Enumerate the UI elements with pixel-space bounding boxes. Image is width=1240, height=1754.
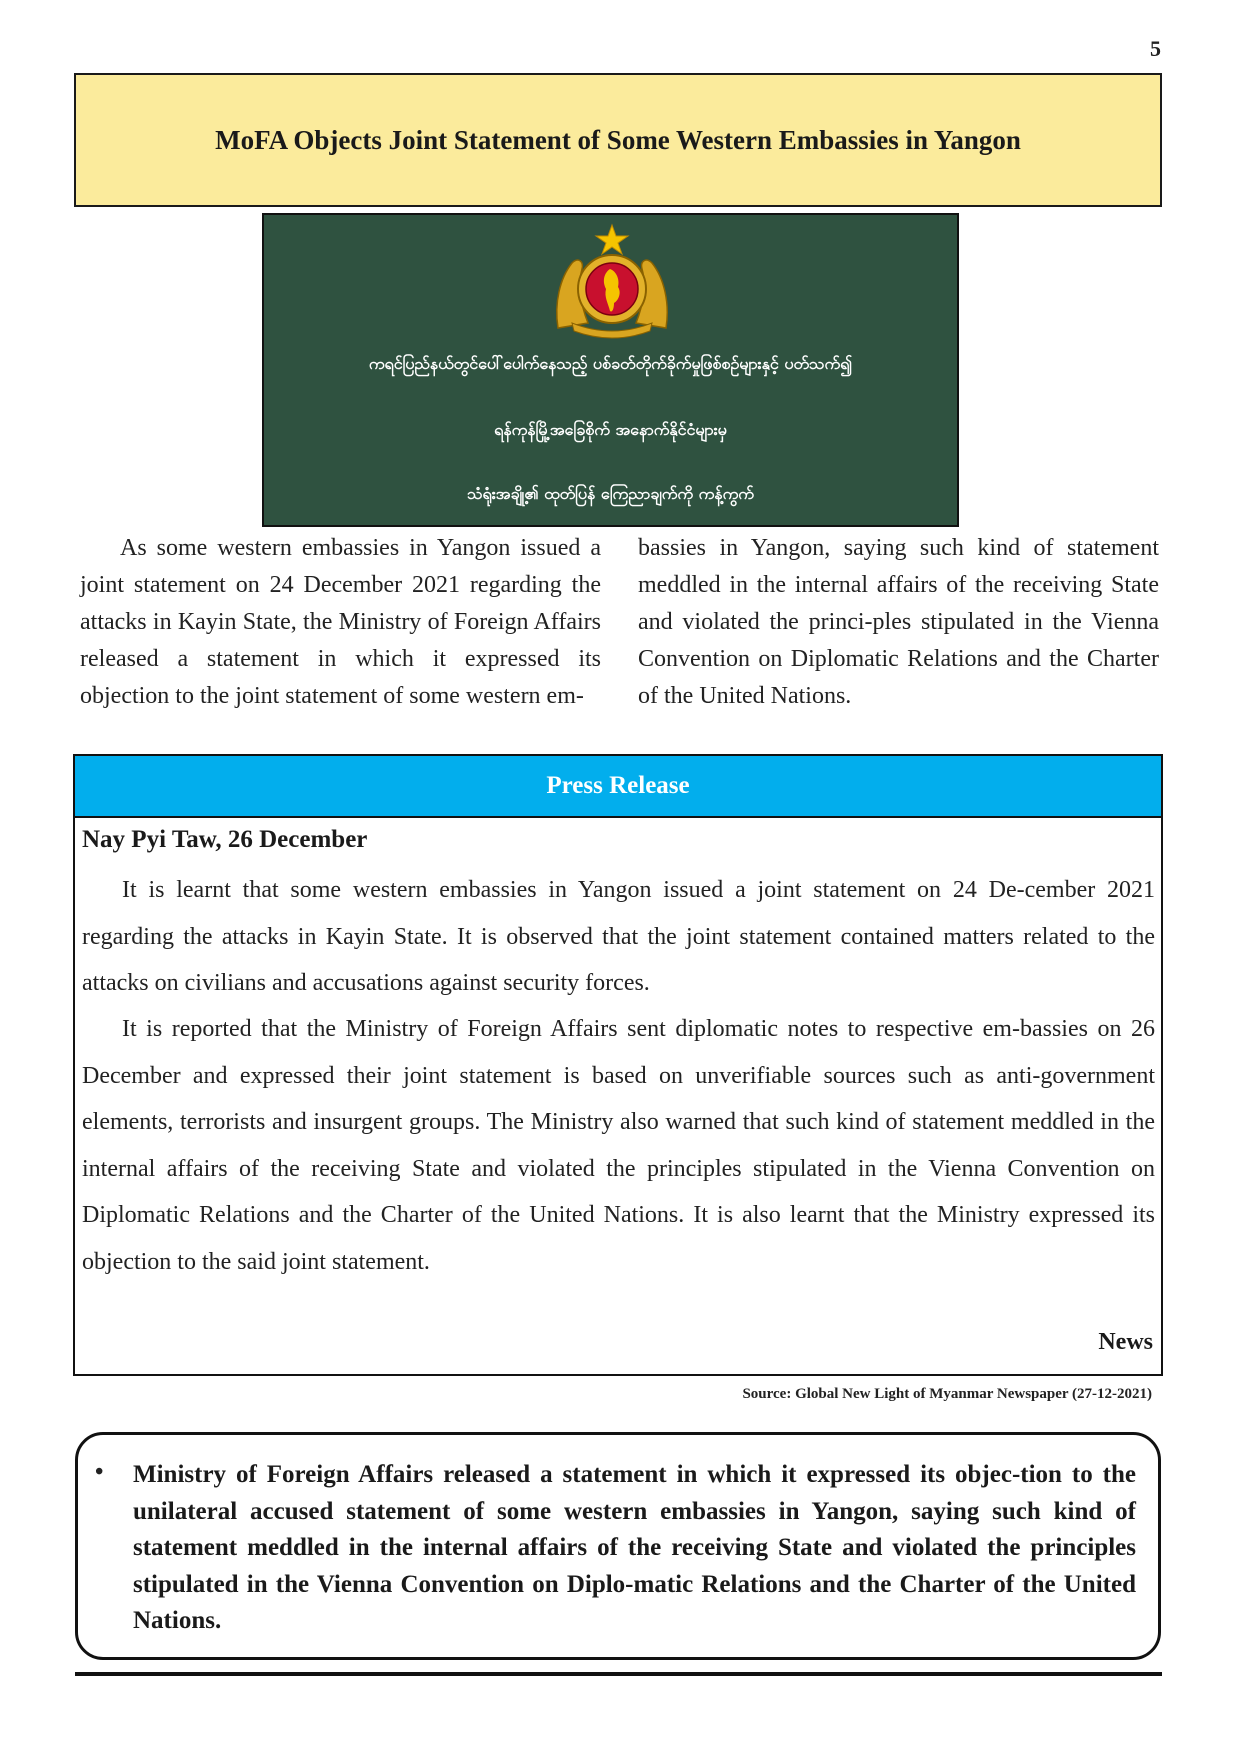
intro-column-left: As some western embassies in Yangon issued a joint statement on 24 December 2021 regarding the attacks in Kayin State, the Ministry of Foreign Affairs released a statement in which it expressed its objection to the joint statement of some western em- <box>80 535 601 709</box>
article-title: MoFA Objects Joint Statement of Some Western Embassies in Yangon <box>215 124 1021 155</box>
page-number: 5 <box>1150 36 1161 61</box>
summary-text: Ministry of Foreign Affairs released a statement in which it expressed its objec-tion to the unilateral accused statement of some western embassies in Yangon, saying such kind of statement meddled in the internal affairs of the receiving State and violated the principles stipulated in the Vienna Convention on Diplo-matic Relations and the Charter of the United Nations. <box>133 1461 1136 1634</box>
title-box <box>74 73 1162 207</box>
press-release-heading: Press Release <box>546 772 690 799</box>
state-seal-icon <box>550 223 674 341</box>
press-release-signoff: News <box>1098 1329 1153 1355</box>
press-release-paragraph: It is learnt that some western embassies in Yangon issued a joint statement on 24 De-cember 2021 regarding the attacks in Kayin State. It is observed that the joint statement contained matters related to the attacks on civilians and accusations against security forces. <box>82 877 1155 996</box>
intro-column-right: bassies in Yangon, saying such kind of statement meddled in the internal affairs of the receiving State and violated the princi-ples stipulated in the Vienna Convention on Diplomatic Relations and the Charter of the United Nations. <box>638 535 1159 709</box>
press-release-header <box>75 756 1161 818</box>
press-release-dateline: Nay Pyi Taw, 26 December <box>82 826 368 853</box>
announcement-banner <box>262 213 959 527</box>
banner-line-3: သံရုံးအချို့၏ ထုတ်ပြန် ကြေညာချက်ကို ကန့်ကွက် <box>467 484 754 503</box>
source-citation: Source: Global New Light of Myanmar Newspaper (27-12-2021) <box>742 1386 1152 1402</box>
bullet-icon: • <box>95 1459 104 1485</box>
footer-rule <box>75 1672 1162 1676</box>
press-release-paragraph: It is reported that the Ministry of Foreign Affairs sent diplomatic notes to respective em-bassies on 26 December and expressed their joint statement is based on unverifiable sources such as anti-government elements, terrorists and insurgent groups. The Ministry also warned that such kind of statement meddled in the internal affairs of the receiving State and violated the principles stipulated in the Vienna Convention on Diplomatic Relations and the Charter of the United Nations. It is also learnt that the Ministry expressed its objection to the said joint statement. <box>82 1016 1155 1275</box>
press-release-box <box>73 754 1163 1376</box>
banner-line-1: ကရင်ပြည်နယ်တွင်ပေါ်ပေါက်နေသည့် ပစ်ခတ်တိုက်ခိုက်မှုဖြစ်စဉ်များနှင့် ပတ်သက်၍ <box>368 354 853 373</box>
banner-line-2: ရန်ကုန်မြို့အခြေစိုက် အနောက်နိုင်ငံများမှ <box>494 420 727 439</box>
summary-box <box>75 1432 1161 1660</box>
